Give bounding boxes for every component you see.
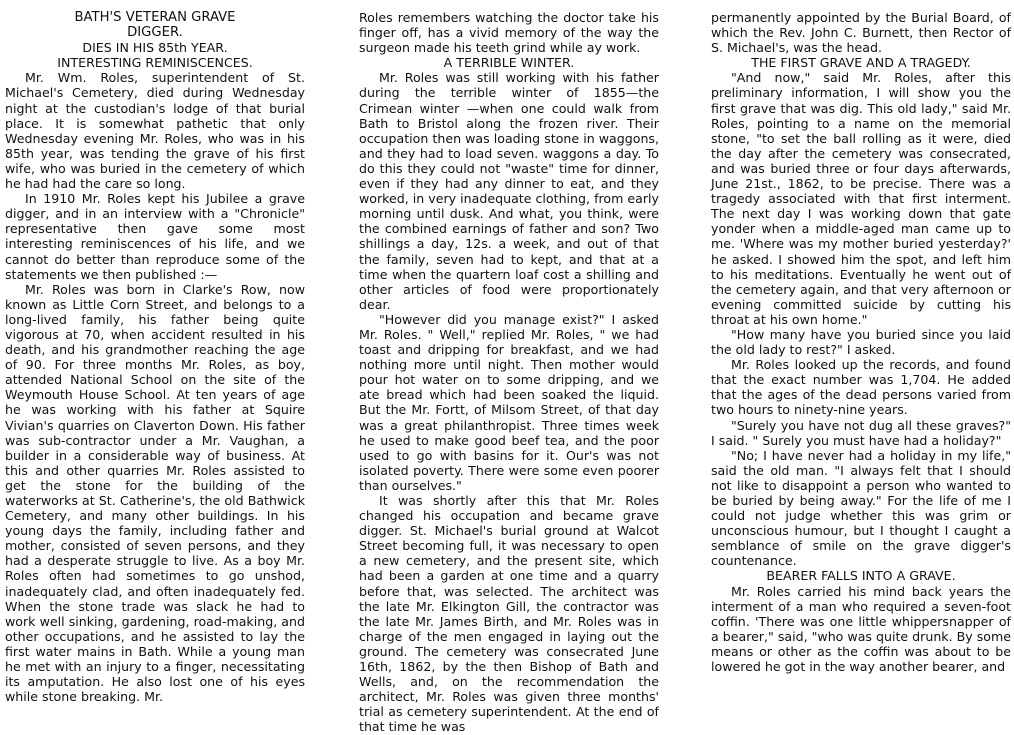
section-heading: A TERRIBLE WINTER. xyxy=(443,55,575,71)
paragraph: Mr. Roles looked up the records, and found that the exact number was 1,704. He added that the ages of the dead persons varied from two hours to ninety-nine years. xyxy=(711,357,1011,418)
headline: BATH'S VETERAN GRAVE xyxy=(74,10,236,25)
paragraph: It was shortly after this that Mr. Roles changed his occupation and became grave digger. St. Michael's burial ground at Walcot Street becoming full, it was necessary to open a new cemetery, and the present site, which had been a garden at one time and a quarry before that, was selected. The architect was the late Mr. Elkington Gill, the contractor was the late Mr. James Birth, and Mr. Roles was in charge of the men engaged in laying out the ground. The cemetery was consecrated June 16th, 1862, by the then Bishop of Bath and Wells, and, on the recommendation the architect, Mr. Roles was given three months' trial as cemetery superintendent. At the end of that time he was xyxy=(359,493,659,735)
headline-line-2: DIGGER. xyxy=(127,25,183,41)
subheadline-2: INTERESTING REMINISCENCES. xyxy=(57,55,253,71)
paragraph: Mr. Wm. Roles, superintendent of St. Michael's Cemetery, died during Wednesday night at the custodian's lodge of that burial place. It is somewhat pathetic that only Wednesday evening Mr. Roles, who was in his 85th year, was tending the grave of his first wife, who was buried in the cemetery of which he had had the care so long. xyxy=(5,70,305,192)
article-column-1 xyxy=(5,10,305,704)
subheadline: DIES IN HIS 85th YEAR. xyxy=(82,40,228,56)
section-heading: THE FIRST GRAVE AND A TRAGEDY. xyxy=(751,55,971,71)
paragraph: "How many have you buried since you laid the old lady to rest?" I asked. xyxy=(711,326,1011,358)
paragraph: "However did you manage exist?" I asked Mr. Roles. " Well," replied Mr. Roles, " we had toast and dripping for breakfast, and we had nothing more until night. Then mother would pour hot water on to some dripping, and we ate bread which had been soaked the liquid. But the Mr. Fortt, of Milsom Street, of that day was a great philanthropist. Three times week he used to make good beef tea, and the poor used to go with basins for it. Our's was not isolated poverty. There were some even poorer than ourselves." xyxy=(359,311,659,493)
paragraph: Mr. Roles was born in Clarke's Row, now known as Little Corn Street, and belongs to a long-lived family, his father being quite vigorous at 70, when accident resulted in his death, and his grandmother reaching the age of 90. For three months Mr. Roles, as boy, attended National School on the site of the Weymouth House School. At ten years of age he was working with his father at Squire Vivian's quarries on Claverton Down. His father was sub-contractor under a Mr. Vaughan, a builder in a considerable way of business. At this and other quarries Mr. Roles assisted to get the stone for the building of the waterworks at St. Catherine's, the old Bathwick Cemetery, and many other buildings. In his young days the family, including father and mother, consisted of seven persons, and they had a desperate struggle to live. As a boy Mr. Roles often had sometimes to go unshod, inadequately clad, and often inadequately fed. When the stone trade was slack he had to work well sinking, gardening, road-making, and other occupations, and he assisted to lay the first water mains in Bath. While a young man he met with an injury to a finger, necessitating its amputation. He also lost one of his eyes while stone breaking. Mr. xyxy=(5,281,305,705)
paragraph: "No; I have never had a holiday in my life," said the old man. "I always felt that I should not like to disappoint a person who wanted to be buried by being away." For the life of me I could not judge whether this was grim or unconscious humour, but I thought I caught a semblance of smile on the grave digger's countenance. xyxy=(711,447,1011,569)
paragraph: Mr. Roles carried his mind back years the interment of a man who required a seven-foot coffin. 'There was one little whippersnapper of a bearer," said, "who was quite drunk. By some means or other as the coffin was about to be lowered he got in the way another bearer, and xyxy=(711,583,1011,675)
article-column-2 xyxy=(359,10,659,735)
paragraph: "Surely you have not dug all these graves?" I said. " Surely you must have had a holiday?" xyxy=(711,417,1011,448)
paragraph: Roles remembers watching the doctor take his finger off, has a vivid memory of the way the surgeon made his teeth grind while ay work. xyxy=(359,10,659,56)
paragraph: "And now," said Mr. Roles, after this preliminary information, I will show you the first grave that was dig. This old lady," said Mr. Roles, pointing to a name on the memorial stone, "to set the ball rolling as it were, died the day after the cemetery was consecrated, and was buried three or four days afterwards, June 21st., 1862, to be precise. There was a tragedy associated with that first interment. The next day I was working down that gate yonder when a middle-aged man came up to me. 'Where was my mother buried yesterday?' he asked. I showed him the spot, and left him to his meditations. Eventually he went out of the cemetery again, and that very afternoon or evening committed suicide by cutting his throat at his own home." xyxy=(711,70,1011,327)
paragraph: permanently appointed by the Burial Board, of which the Rev. John C. Burnett, then Rector of S. Michael's, was the head. xyxy=(711,10,1011,56)
article-column-3 xyxy=(711,10,1011,674)
paragraph: In 1910 Mr. Roles kept his Jubilee a grave digger, and in an interview with a "Chronicle" representative then gave some most interesting reminiscences of his life, and we cannot do better than reproduce some of the statements we then published :— xyxy=(5,191,305,282)
section-heading: BEARER FALLS INTO A GRAVE. xyxy=(766,568,956,584)
paragraph: Mr. Roles was still working with his father during the terrible winter of 1855—the Crimean winter —when one could walk from Bath to Bristol along the frozen river. Their occupation then was loading stone in waggons, and they had to load seven. waggons a day. To do this they could not "waste" time for dinner, even if they had any dinner to eat, and they worked, in very inadequate clothing, from early morning until dusk. And what, you think, were the combined earnings of father and son? Two shillings a day, 12s. a week, and out of that the family, seven had to kept, and that at a time when the quartern loaf cost a shilling and other articles of food were proportionately dear. xyxy=(359,70,659,312)
